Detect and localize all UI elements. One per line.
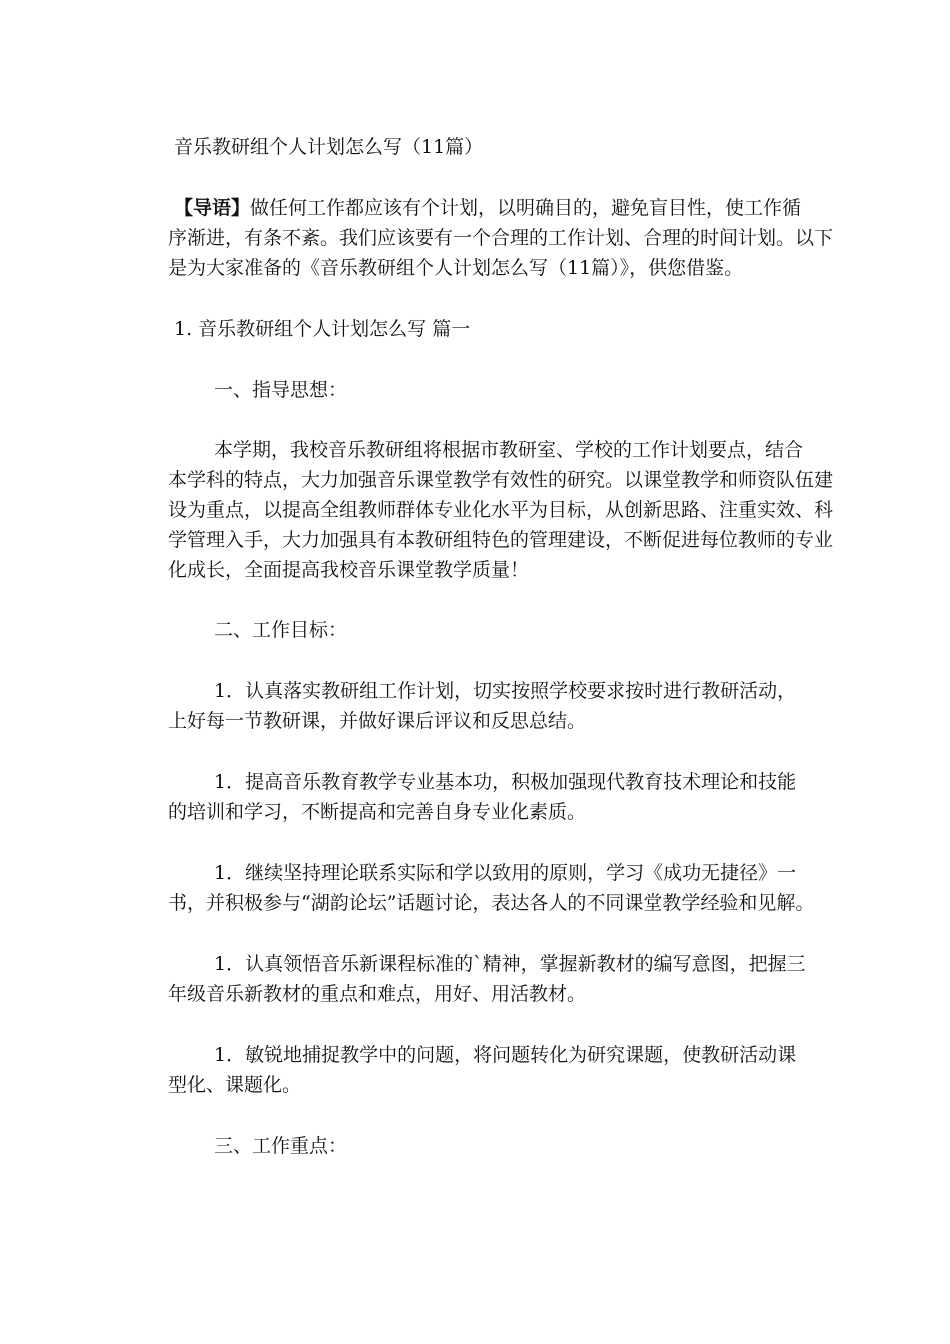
goal-item-5-line-1: 1．敏锐地捕捉教学中的问题，将问题转化为研究课题，使教研活动课	[214, 1044, 797, 1066]
goal-item-5-line-2: 型化、课题化。	[168, 1074, 302, 1096]
guiding-heading: 一、指导思想：	[214, 379, 348, 401]
guiding-line-2: 本学科的特点，大力加强音乐课堂教学有效性的研究。以课堂教学和师资队伍建	[168, 469, 834, 491]
intro-line-3: 是为大家准备的《音乐教研组个人计划怎么写（11篇）》，供您借鉴。	[168, 257, 744, 279]
guiding-line-4: 学管理入手，大力加强具有本教研组特色的管理建设，不断促进每位教师的专业	[168, 529, 834, 551]
guiding-line-1: 本学期，我校音乐教研组将根据市教研室、学校的工作计划要点，结合	[214, 439, 804, 461]
goal-item-2	[168, 767, 808, 827]
intro-mark: 【导语】	[174, 197, 251, 219]
section-title: 1. 音乐教研组个人计划怎么写 篇一	[174, 318, 471, 340]
guiding-paragraph	[168, 435, 834, 585]
goal-item-3	[168, 858, 815, 918]
document-title: 音乐教研组个人计划怎么写（11篇）	[174, 136, 484, 158]
intro-paragraph	[168, 193, 834, 283]
goal-item-3-line-1: 1．继续坚持理论联系实际和学以致用的原则，学习《成功无捷径》一	[214, 862, 797, 884]
guiding-line-5: 化成长，全面提高我校音乐课堂教学质量！	[168, 559, 530, 581]
goal-item-1	[168, 676, 808, 736]
intro-line-2: 序渐进，有条不紊。我们应该要有一个合理的工作计划、合理的时间计划。以下	[168, 227, 834, 249]
goal-item-5	[168, 1040, 808, 1100]
goal-item-3-line-2: 书，并积极参与“湖韵论坛”话题讨论，表达各人的不同课堂教学经验和见解。	[168, 892, 815, 914]
goal-item-4	[168, 949, 808, 1009]
goal-item-1-line-1: 1．认真落实教研组工作计划，切实按照学校要求按时进行教研活动，	[214, 680, 797, 702]
goal-item-2-line-1: 1．提高音乐教育教学专业基本功，积极加强现代教育技术理论和技能	[214, 771, 797, 793]
guiding-line-3: 设为重点，以提高全组教师群体专业化水平为目标，从创新思路、注重实效、科	[168, 499, 834, 521]
goal-item-4-line-1: 1．认真领悟音乐新课程标准的`精神，掌握新教材的编写意图，把握三	[214, 953, 806, 975]
goal-item-4-line-2: 年级音乐新教材的重点和难点，用好、用活教材。	[168, 983, 587, 1005]
intro-line-1-text: 做任何工作都应该有个计划，以明确目的，避免盲目性，使工作循	[250, 197, 802, 219]
intro-line-1	[174, 193, 808, 223]
goal-item-2-line-2: 的培训和学习，不断提高和完善自身专业化素质。	[168, 801, 587, 823]
goals-heading: 二、工作目标：	[214, 619, 348, 641]
document-body	[168, 132, 834, 1161]
goal-item-1-line-2: 上好每一节教研课，并做好课后评议和反思总结。	[168, 710, 587, 732]
focus-heading: 三、工作重点：	[214, 1135, 348, 1157]
